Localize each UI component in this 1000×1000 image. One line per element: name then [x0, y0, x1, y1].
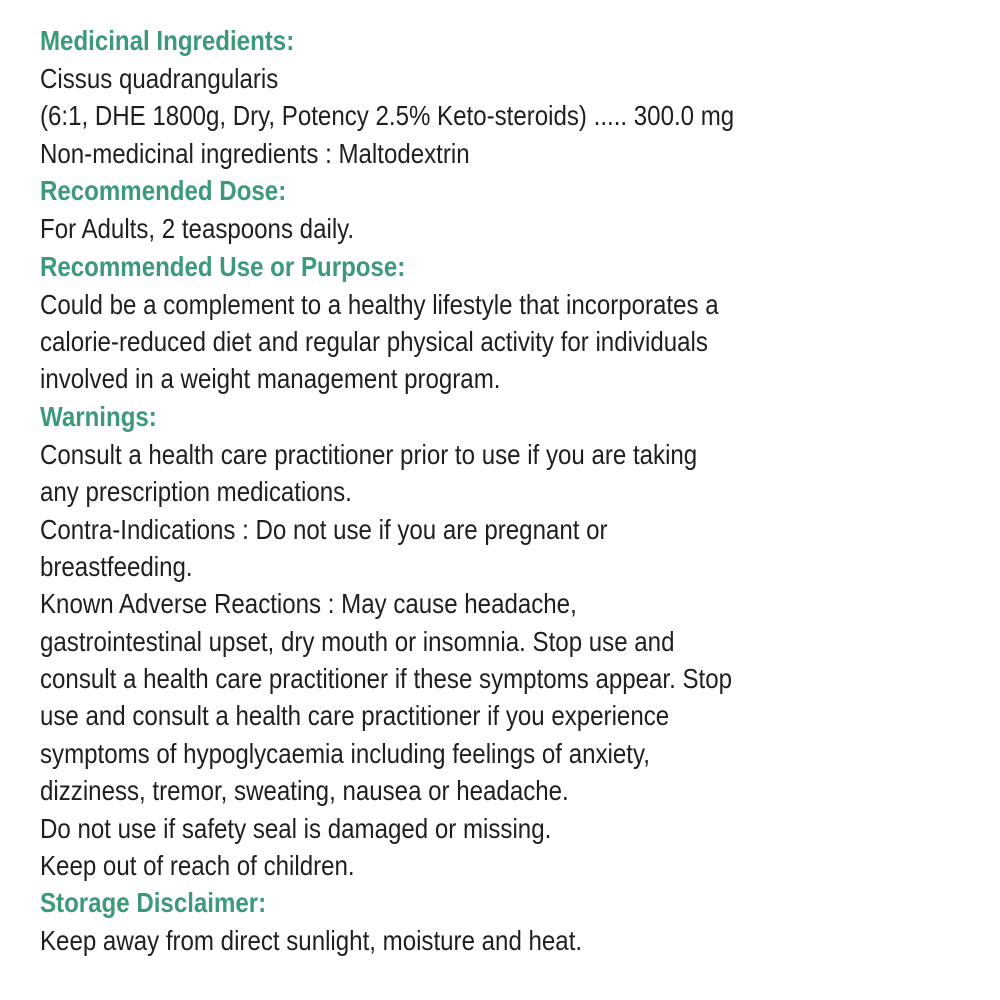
recommended-use-section: [40, 248, 934, 398]
use-text-line: calorie-reduced diet and regular physical activity for individuals: [40, 325, 708, 357]
use-text-line: involved in a weight management program.: [40, 363, 501, 395]
keep-away-children-line: Keep out of reach of children.: [40, 850, 355, 882]
ingredient-spec: (6:1, DHE 1800g, Dry, Potency 2.5% Keto-steroids) ..... 300.0 mg: [40, 100, 735, 132]
label-document: [40, 22, 940, 960]
storage-disclaimer-heading: Storage Disclaimer:: [40, 887, 267, 919]
use-text-line: Could be a complement to a healthy lifestyle that incorporates a: [40, 288, 719, 320]
adverse-reactions-line: consult a health care practitioner if these symptoms appear. Stop: [40, 663, 733, 695]
label-text-block: [40, 22, 934, 960]
adverse-reactions-line: gastrointestinal upset, dry mouth or insomnia. Stop use and: [40, 625, 675, 657]
warnings-section: [40, 398, 934, 885]
dose-text: For Adults, 2 teaspoons daily.: [40, 213, 355, 245]
non-medicinal-ingredients: Non-medicinal ingredients : Maltodextrin: [40, 137, 470, 169]
ingredient-name: Cissus quadrangularis: [40, 63, 279, 94]
recommended-dose-heading: Recommended Dose:: [40, 175, 287, 207]
storage-text: Keep away from direct sunlight, moisture and heat.: [40, 925, 583, 957]
contra-indications-line: Contra-Indications : Do not use if you are pregnant or: [40, 513, 608, 545]
medicinal-ingredients-heading: Medicinal Ingredients:: [40, 25, 295, 56]
adverse-reactions-line: symptoms of hypoglycaemia including feelings of anxiety,: [40, 737, 650, 769]
medicinal-ingredients-section: [40, 22, 934, 172]
recommended-use-heading: Recommended Use or Purpose:: [40, 250, 406, 282]
adverse-reactions-line: dizziness, tremor, sweating, nausea or headache.: [40, 775, 569, 807]
recommended-dose-section: [40, 172, 934, 247]
warning-line: Consult a health care practitioner prior to use if you are taking: [40, 438, 698, 470]
warning-line: any prescription medications.: [40, 476, 352, 508]
warnings-heading: Warnings:: [40, 400, 157, 432]
safety-seal-line: Do not use if safety seal is damaged or missing.: [40, 812, 552, 844]
contra-indications-line: breastfeeding.: [40, 550, 193, 582]
adverse-reactions-line: Known Adverse Reactions : May cause headache,: [40, 588, 577, 620]
adverse-reactions-line: use and consult a health care practitioner if you experience: [40, 700, 670, 732]
storage-disclaimer-section: [40, 884, 934, 959]
